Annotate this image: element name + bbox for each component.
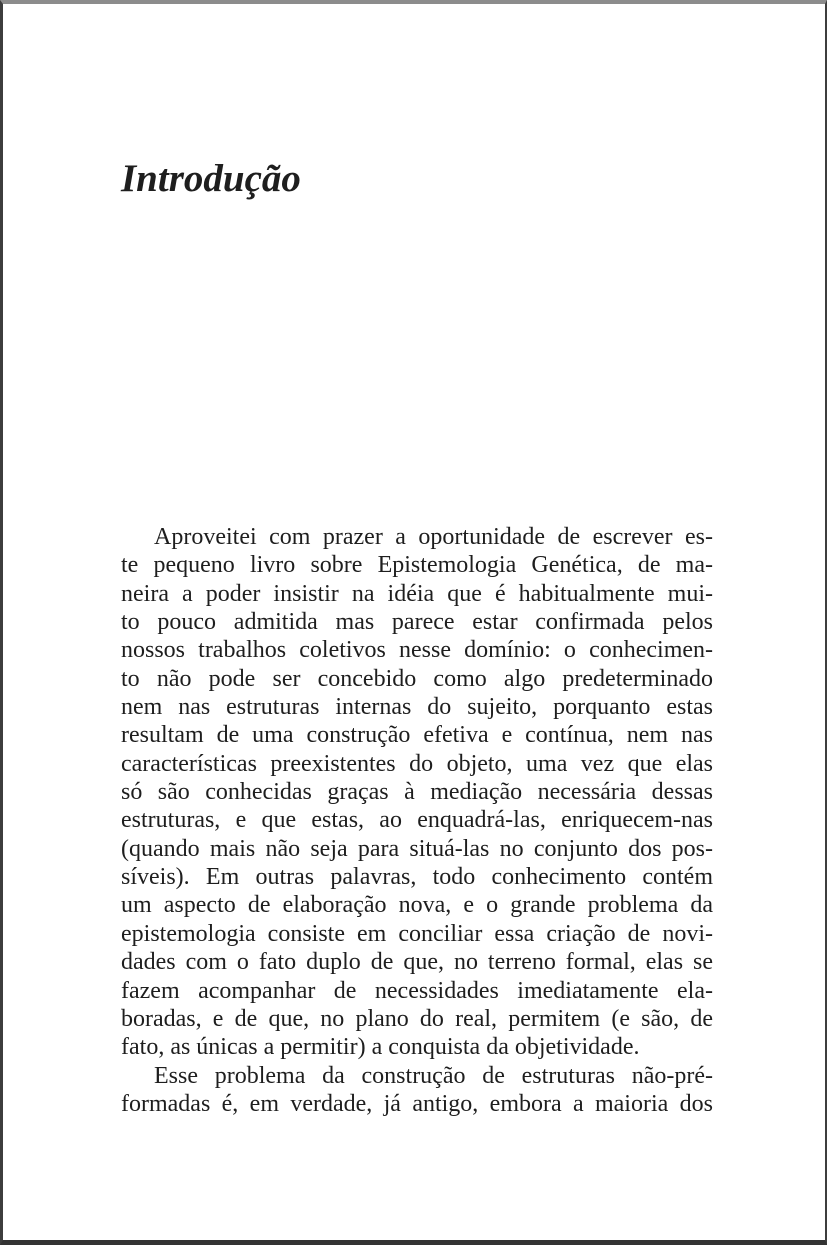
- text-line: Esse problema da construção de estruturas não-pré-: [154, 1062, 713, 1089]
- text-line: fazem acompanhar de necessidades imediatamente ela-: [121, 977, 713, 1004]
- text-line: síveis). Em outras palavras, todo conhecimento contém: [121, 864, 713, 891]
- text-line: boradas, e de que, no plano do real, permitem (e são, de: [121, 1005, 713, 1032]
- text-line: (quando mais não seja para situá-las no conjunto dos pos-: [121, 835, 713, 862]
- text-line: epistemologia consiste em conciliar essa criação de novi-: [121, 920, 713, 947]
- text-line: to não pode ser concebido como algo predeterminado: [121, 665, 713, 692]
- text-line: nem nas estruturas internas do sujeito, porquanto estas: [121, 694, 713, 721]
- text-line: só são conhecidas graças à mediação necessária dessas: [121, 779, 713, 806]
- text-line: dades com o fato duplo de que, no terreno formal, elas se: [121, 949, 713, 976]
- text-line: te pequeno livro sobre Epistemologia Genética, de ma-: [121, 552, 713, 579]
- text-line: to pouco admitida mas parece estar confirmada pelos: [121, 609, 713, 636]
- text-line: estruturas, e que estas, ao enquadrá-las, enriquecem-nas: [121, 807, 713, 834]
- text-line: formadas é, em verdade, já antigo, embora a maioria dos: [121, 1090, 713, 1117]
- text-line: Aproveitei com prazer a oportunidade de escrever es-: [154, 524, 713, 550]
- body-text: [121, 523, 713, 1118]
- text-line: um aspecto de elaboração nova, e o grande problema da: [121, 892, 713, 919]
- text-line: resultam de uma construção efetiva e contínua, nem nas: [121, 722, 713, 749]
- text-line: nossos trabalhos coletivos nesse domínio: o conhecimen-: [121, 637, 713, 664]
- text-line: características preexistentes do objeto, uma vez que elas: [121, 750, 713, 777]
- text-line: neira a poder insistir na idéia que é habitualmente mui-: [121, 580, 713, 607]
- chapter-title: Introdução: [121, 157, 301, 200]
- text-line: fato, as únicas a permitir) a conquista da objetividade.: [121, 1034, 640, 1061]
